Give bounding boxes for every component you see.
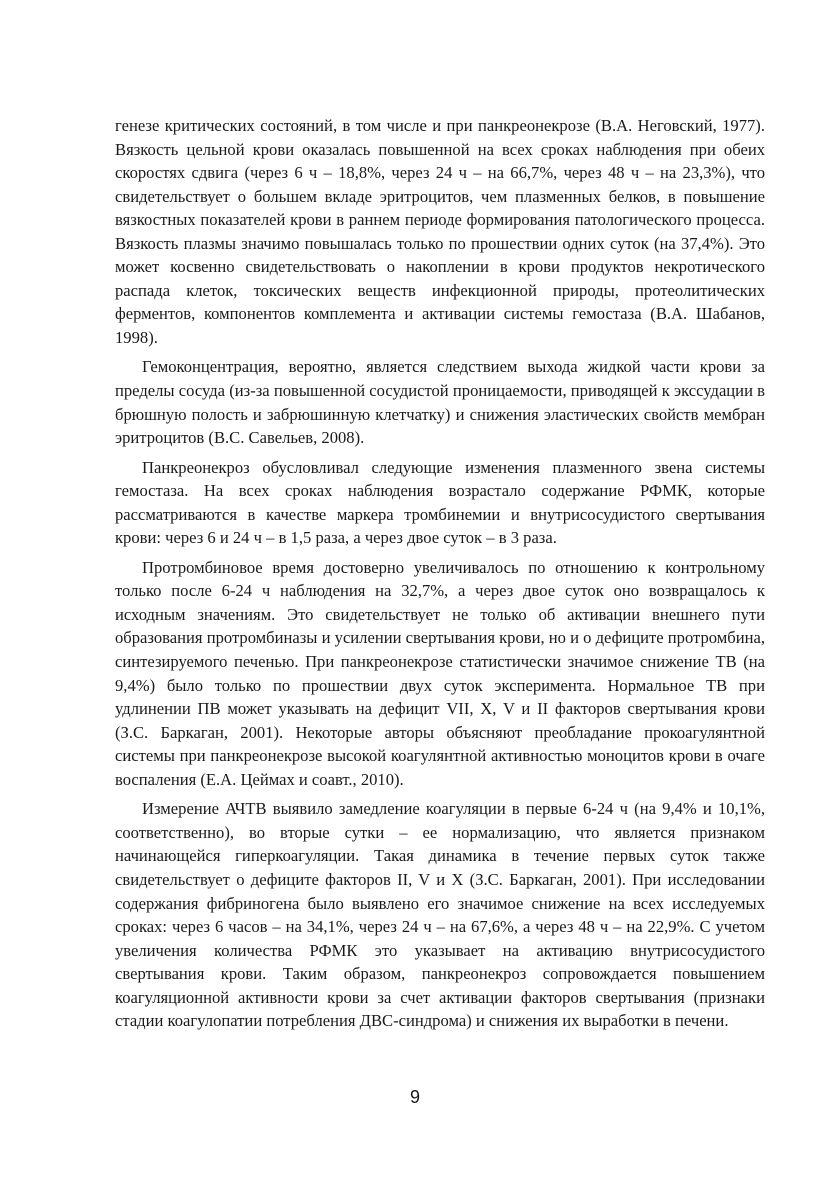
- document-body: [115, 114, 765, 1039]
- paragraph-hemoconcentration: Гемоконцентрация, вероятно, является следствием выхода жидкой части крови за пределы сосуда (из-за повышенной сосудистой проницаемости, приводящей к экссудации в брюшную полость и забрюшинную клетчатку) и снижения эластических свойств мембран эритроцитов (В.С. Савельев, 2008).: [115, 357, 765, 448]
- paragraph-hemostasis-plasma: Панкреонекроз обусловливал следующие изменения плазменного звена системы гемостаза. На всех сроках наблюдения возрастало содержание РФМК, которые рассматриваются в качестве маркера тромбинемии и внутрисосудистого свертывания крови: через 6 и 24 ч – в 1,5 раза, а через двое суток – в 3 раза.: [115, 457, 765, 548]
- paragraph-prothrombin-time: Протромбиновое время достоверно увеличивалось по отношению к контрольному только после 6-24 ч наблюдения на 32,7%, а через двое суток оно возвращалось к исходным значениям. Это свидетельствует не только об активации внешнего пути образования протромбиназы и усилении свертывания крови, но и о дефиците протромбина, синтезируемого печенью. При панкреонекрозе статистически значимое снижение ТВ (на 9,4%) было только по прошествии двух суток эксперимента. Нормальное ТВ при удлинении ПВ может указывать на дефицит VII, X, V и II факторов свертывания крови (З.С. Баркаган, 2001). Некоторые авторы объясняют преобладание прокоагулянтной системы при панкреонекрозе высокой коагулянтной активностью моноцитов крови в очаге воспаления (Е.А. Цеймах и соавт., 2010).: [115, 557, 765, 789]
- page-number: 9: [409, 1087, 420, 1107]
- paragraph-aptt: Измерение АЧТВ выявило замедление коагуляции в первые 6-24 ч (на 9,4% и 10,1%, соответственно), во вторые сутки – ее нормализацию, что является признаком начинающейся гиперкоагуляции. Такая динамика в течение первых суток также свидетельствует о дефиците факторов II, V и X (З.С. Баркаган, 2001). При исследовании содержания фибриногена было выявлено его значимое снижение на всех исследуемых сроках: через 6 часов – на 34,1%, через 24 ч – на 67,6%, а через 48 ч – на 22,9%. С учетом увеличения количества РФМК это указывает на активацию внутрисосудистого свертывания крови. Таким образом, панкреонекроз сопровождается повышением коагуляционной активности крови за счет активации факторов свертывания (признаки стадии коагулопатии потребления ДВС-синдрома) и снижения их выработки в печени.: [115, 799, 765, 1031]
- paragraph-continuation: генезе критических состояний, в том числе и при панкреонекрозе (В.А. Неговский, 1977). Вязкость цельной крови оказалась повышенной на всех сроках наблюдения при обеих скоростях сдвига (через 6 ч – 18,8%, через 24 ч – на 66,7%, через 48 ч – на 23,3%), что свидетельствует о большем вкладе эритроцитов, чем плазменных белков, в повышение вязкостных показателей крови в раннем периоде формирования патологического процесса. Вязкость плазмы значимо повышалась только по прошествии одних суток (на 37,4%). Это может косвенно свидетельствовать о накоплении в крови продуктов некротического распада клеток, токсических веществ инфекционной природы, протеолитических ферментов, компонентов комплемента и активации системы гемостаза (В.А. Шабанов, 1998).: [115, 116, 765, 347]
